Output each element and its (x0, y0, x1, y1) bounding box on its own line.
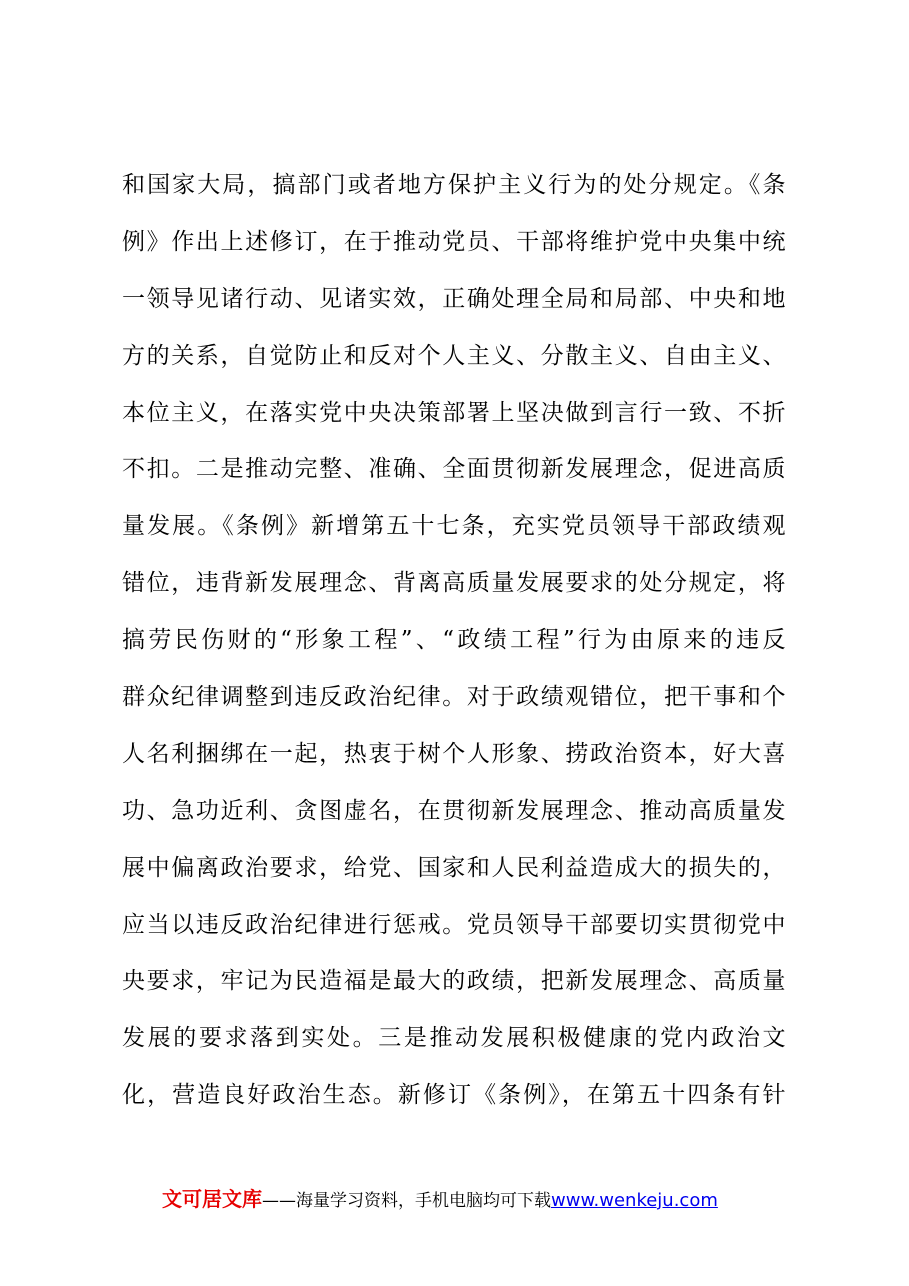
text-line-11: 人名利捆绑在一起，热衷于树个人形象、捞政治资本，好大喜 (122, 740, 786, 767)
text-line-4: 方的关系，自觉防止和反对个人主义、分散主义、自由主义、 (122, 342, 786, 369)
text-line-13: 展中偏离政治要求，给党、国家和人民利益造成大的损失的， (122, 854, 786, 881)
text-line-2: 例》作出上述修订，在于推动党员、干部将维护党中央集中统 (122, 228, 786, 255)
text-line-3: 一领导见诸行动、见诸实效，正确处理全局和局部、中央和地 (122, 285, 786, 312)
text-line-6: 不扣。二是推动完整、准确、全面贯彻新发展理念，促进高质 (122, 456, 786, 483)
text-line-8: 错位，违背新发展理念、背离高质量发展要求的处分规定，将 (122, 570, 786, 597)
text-line-10: 群众纪律调整到违反政治纪律。对于政绩观错位，把干事和个 (122, 684, 786, 711)
footer-tagline: ——海量学习资料，手机电脑均可下载 (262, 1191, 551, 1211)
document-body (122, 162, 786, 1129)
text-line-1: 和国家大局，搞部门或者地方保护主义行为的处分规定。《条 (122, 172, 786, 198)
text-line-12: 功、急功近利、贪图虚名，在贯彻新发展理念、推动高质量发 (122, 797, 786, 824)
text-line-5: 本位主义，在落实党中央决策部署上坚决做到言行一致、不折 (122, 399, 786, 426)
brand-name: 文可居文库 (162, 1187, 262, 1211)
text-line-7: 量发展。《条例》新增第五十七条，充实党员领导干部政绩观 (122, 513, 786, 540)
text-line-14: 应当以违反政治纪律进行惩戒。党员领导干部要切实贯彻党中 (122, 911, 786, 938)
website-link[interactable]: www.wenkeju.com (551, 1190, 718, 1211)
text-line-9: 搞劳民伤财的“形象工程”、“政绩工程”行为由原来的违反 (122, 627, 786, 654)
text-line-15: 央要求，牢记为民造福是最大的政绩，把新发展理念、高质量 (122, 968, 786, 995)
text-line-17: 化，营造良好政治生态。新修订《条例》，在第五十四条有针 (122, 1082, 786, 1109)
footer-banner (162, 1183, 782, 1213)
text-line-16: 发展的要求落到实处。三是推动发展积极健康的党内政治文 (122, 1025, 786, 1052)
